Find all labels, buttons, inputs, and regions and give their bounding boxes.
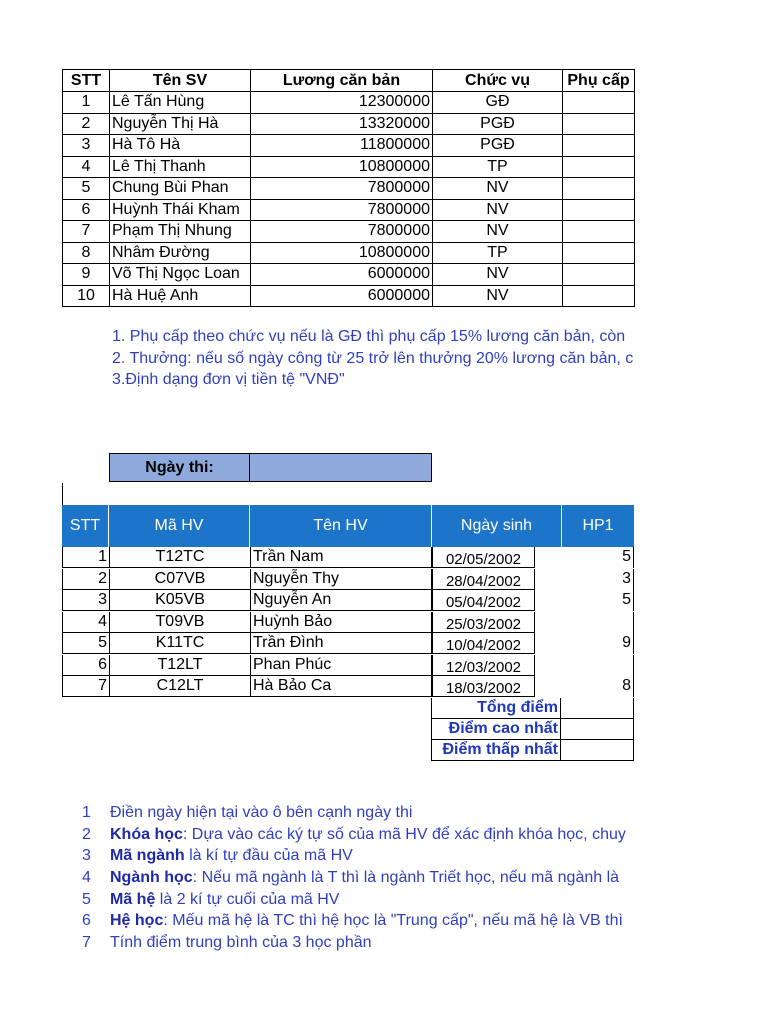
birthdate-cell[interactable]: 05/04/2002 [432, 590, 535, 611]
stt-cell[interactable]: 1 [63, 92, 110, 114]
stt-cell[interactable]: 7 [62, 676, 109, 697]
note-number: 4 [82, 869, 91, 887]
note-text [110, 867, 619, 889]
hp1-cell[interactable]: 8 [562, 676, 634, 697]
note-number: 2 [82, 825, 91, 843]
allowance-cell[interactable] [563, 199, 635, 221]
header-chuc-vu[interactable]: Chức vụ [433, 70, 563, 92]
salary-notes [112, 326, 634, 391]
student-note[interactable] [80, 889, 635, 911]
student-row [62, 612, 634, 633]
position-cell[interactable]: TP [433, 156, 563, 178]
position-cell[interactable]: NV [433, 221, 563, 243]
name-cell[interactable]: Hà Huệ Anh [110, 285, 251, 307]
student-name-cell[interactable]: Nguyễn An [250, 590, 432, 611]
salary-table-row [63, 92, 635, 114]
header-phu-cap[interactable]: Phụ cấp [563, 70, 635, 92]
salary-cell[interactable]: 7800000 [251, 178, 433, 200]
student-row [62, 590, 634, 611]
salary-cell[interactable]: 6000000 [251, 285, 433, 307]
t2-header-hp1[interactable]: HP1 [562, 505, 634, 547]
salary-table-row [63, 135, 635, 157]
birthdate-cell[interactable]: 12/03/2002 [432, 655, 535, 676]
student-row [62, 633, 634, 654]
allowance-cell[interactable] [563, 92, 635, 114]
note-number: 3 [82, 847, 91, 865]
position-cell[interactable]: TP [433, 242, 563, 264]
stt-cell[interactable]: 9 [63, 264, 110, 286]
allowance-cell[interactable] [563, 242, 635, 264]
student-id-cell[interactable]: C12LT [109, 676, 250, 697]
allowance-cell[interactable] [563, 113, 635, 135]
student-note[interactable] [80, 932, 635, 954]
salary-cell[interactable]: 7800000 [251, 199, 433, 221]
salary-table-row [63, 156, 635, 178]
salary-table-row [63, 285, 635, 307]
salary-note[interactable]: 3.Định dạng đơn vị tiền tệ "VNĐ" [112, 371, 345, 388]
note-description: Tính điểm trung bình của 3 học phần [110, 934, 372, 952]
name-cell[interactable]: Hà Tô Hà [110, 135, 251, 157]
note-text [110, 910, 623, 932]
birthdate-cell[interactable]: 18/03/2002 [432, 676, 535, 697]
hp1-cell[interactable] [562, 655, 634, 676]
salary-table-row [63, 221, 635, 243]
stt-cell[interactable]: 2 [63, 113, 110, 135]
student-notes [80, 802, 635, 954]
note-description: là kí tự đầu của mã HV [184, 847, 353, 865]
position-cell[interactable]: NV [433, 199, 563, 221]
student-name-cell[interactable]: Trần Đình [250, 633, 432, 654]
note-description: : Mếu mã hệ là TC thì hệ học là "Trung cấp", nếu mã hệ là VB thì [163, 912, 623, 930]
allowance-cell[interactable] [563, 156, 635, 178]
note-text [110, 932, 372, 954]
note-term: Hệ học [110, 912, 164, 930]
stt-cell[interactable]: 5 [63, 178, 110, 200]
salary-note[interactable]: 1. Phụ cấp theo chức vụ nếu là GĐ thì phụ cấp 15% lương căn bản, còn [112, 328, 626, 345]
position-cell[interactable]: GĐ [433, 92, 563, 114]
note-term: Ngành học [110, 869, 193, 887]
note-description: là 2 kí tự cuối của mã HV [155, 890, 340, 908]
student-row [62, 655, 634, 676]
salary-table-row [63, 178, 635, 200]
name-cell[interactable]: Huỳnh Thái Kham [110, 199, 251, 221]
summary-row-min [431, 740, 634, 761]
hp1-cell[interactable]: 5 [562, 590, 634, 611]
t2-header-ngay-sinh[interactable]: Ngày sinh [432, 505, 562, 547]
position-cell[interactable]: NV [433, 178, 563, 200]
allowance-cell[interactable] [563, 285, 635, 307]
t2-header-stt[interactable]: STT [62, 505, 109, 547]
student-note[interactable] [80, 867, 635, 889]
note-number: 1 [82, 804, 91, 821]
stt-cell[interactable]: 6 [62, 655, 109, 676]
note-term: Mã ngành [110, 847, 185, 865]
hp1-cell[interactable] [562, 612, 634, 633]
total-score-cell[interactable] [561, 698, 634, 719]
salary-table-row [63, 199, 635, 221]
note-term: Mã hệ [110, 890, 156, 908]
salary-cell[interactable]: 13320000 [251, 113, 433, 135]
note-text [110, 824, 626, 846]
stt-cell[interactable]: 4 [63, 156, 110, 178]
exam-date-label[interactable]: Ngày thi: [109, 453, 250, 482]
student-row [62, 676, 634, 697]
salary-note[interactable]: 2. Thưởng: nếu số ngày công từ 25 trở lên thưởng 20% lương căn bản, c [112, 349, 634, 367]
max-score-cell[interactable] [561, 719, 634, 740]
note-description: : Dựa vào các ký tự số của mã HV để xác định khóa học, chuy [182, 825, 626, 843]
note-description: Điền ngày hiện tại vào ô bên cạnh ngày thi [110, 804, 413, 821]
stt-cell[interactable]: 1 [62, 547, 109, 568]
name-cell[interactable]: Nguyễn Thị Hà [110, 113, 251, 135]
hp1-cell[interactable]: 3 [562, 569, 634, 590]
position-cell[interactable]: PGĐ [433, 135, 563, 157]
max-score-label[interactable]: Điểm cao nhất [431, 719, 561, 740]
salary-table [62, 69, 635, 307]
min-score-cell[interactable] [561, 740, 634, 761]
header-luong[interactable]: Lương căn bản [251, 70, 433, 92]
student-note[interactable] [80, 845, 635, 867]
stt-cell[interactable]: 3 [63, 135, 110, 157]
note-text [110, 802, 412, 824]
allowance-cell[interactable] [563, 178, 635, 200]
student-id-cell[interactable]: K05VB [109, 590, 250, 611]
birthdate-cell[interactable]: 25/03/2002 [432, 612, 535, 633]
note-term: Khóa học [110, 825, 183, 843]
student-note[interactable] [80, 910, 635, 932]
student-note[interactable] [80, 824, 635, 846]
salary-cell[interactable]: 11800000 [251, 135, 433, 157]
stt-cell[interactable]: 8 [63, 242, 110, 264]
stt-cell[interactable]: 2 [62, 569, 109, 590]
student-name-cell[interactable]: Hà Bảo Ca [250, 676, 432, 697]
header-stt[interactable]: STT [63, 70, 110, 92]
position-cell[interactable]: NV [433, 285, 563, 307]
student-name-cell[interactable]: Trần Nam [250, 547, 432, 568]
note-number: 5 [82, 890, 91, 908]
name-cell[interactable]: Nhâm Đường [110, 242, 251, 264]
salary-cell[interactable]: 7800000 [251, 221, 433, 243]
t2-header-ma-hv[interactable]: Mã HV [109, 505, 250, 547]
t2-header-ten-hv[interactable]: Tên HV [250, 505, 432, 547]
allowance-cell[interactable] [563, 135, 635, 157]
student-id-cell[interactable]: T12TC [109, 547, 250, 568]
stt-cell[interactable]: 6 [63, 199, 110, 221]
student-id-cell[interactable]: T12LT [109, 655, 250, 676]
birthdate-cell[interactable]: 10/04/2002 [432, 633, 535, 654]
summary-row-max [431, 719, 634, 740]
student-name-cell[interactable]: Phan Phúc [250, 655, 432, 676]
salary-cell[interactable]: 6000000 [251, 264, 433, 286]
name-cell[interactable]: Chung Bùi Phan [110, 178, 251, 200]
note-text [110, 845, 353, 867]
total-score-label[interactable]: Tổng điểm [431, 698, 561, 719]
student-id-cell[interactable]: C07VB [109, 569, 250, 590]
student-note[interactable] [80, 802, 635, 824]
stt-cell[interactable]: 5 [62, 633, 109, 654]
name-cell[interactable]: Lê Tấn Hùng [110, 92, 251, 114]
note-number: 6 [82, 912, 91, 930]
name-cell[interactable]: Lê Thị Thanh [110, 156, 251, 178]
note-description: : Nếu mã ngành là T thì là ngành Triết học, nếu mã ngành là [192, 869, 620, 887]
min-score-label[interactable]: Điểm thấp nhất [431, 740, 561, 761]
header-ten-sv[interactable]: Tên SV [110, 70, 251, 92]
stt-cell[interactable]: 10 [63, 285, 110, 307]
student-name-cell[interactable]: Nguyễn Thy [250, 569, 432, 590]
salary-table-row [63, 264, 635, 286]
birthdate-cell[interactable]: 28/04/2002 [432, 569, 535, 590]
allowance-cell[interactable] [563, 264, 635, 286]
note-text [110, 889, 339, 911]
summary-row-total [431, 698, 634, 719]
exam-date-input[interactable] [250, 453, 432, 482]
salary-cell[interactable]: 10800000 [251, 242, 433, 264]
student-name-cell[interactable]: Huỳnh Bảo [250, 612, 432, 633]
salary-cell[interactable]: 12300000 [251, 92, 433, 114]
allowance-cell[interactable] [563, 221, 635, 243]
hp1-cell[interactable]: 5 [562, 547, 634, 568]
salary-cell[interactable]: 10800000 [251, 156, 433, 178]
stt-cell[interactable]: 7 [63, 221, 110, 243]
note-number: 7 [82, 934, 91, 952]
birthdate-cell[interactable]: 02/05/2002 [432, 547, 535, 568]
position-cell[interactable]: NV [433, 264, 563, 286]
name-cell[interactable]: Phạm Thị Nhung [110, 221, 251, 243]
stt-cell[interactable]: 3 [62, 590, 109, 611]
student-row [62, 569, 634, 590]
student-id-cell[interactable]: K11TC [109, 633, 250, 654]
student-row [62, 547, 634, 568]
salary-table-row [63, 242, 635, 264]
student-id-cell[interactable]: T09VB [109, 612, 250, 633]
cell-border [62, 483, 63, 505]
position-cell[interactable]: PGĐ [433, 113, 563, 135]
salary-table-row [63, 113, 635, 135]
salary-table-header [63, 70, 635, 92]
hp1-cell[interactable]: 9 [562, 633, 634, 654]
name-cell[interactable]: Võ Thị Ngọc Loan [110, 264, 251, 286]
stt-cell[interactable]: 4 [62, 612, 109, 633]
